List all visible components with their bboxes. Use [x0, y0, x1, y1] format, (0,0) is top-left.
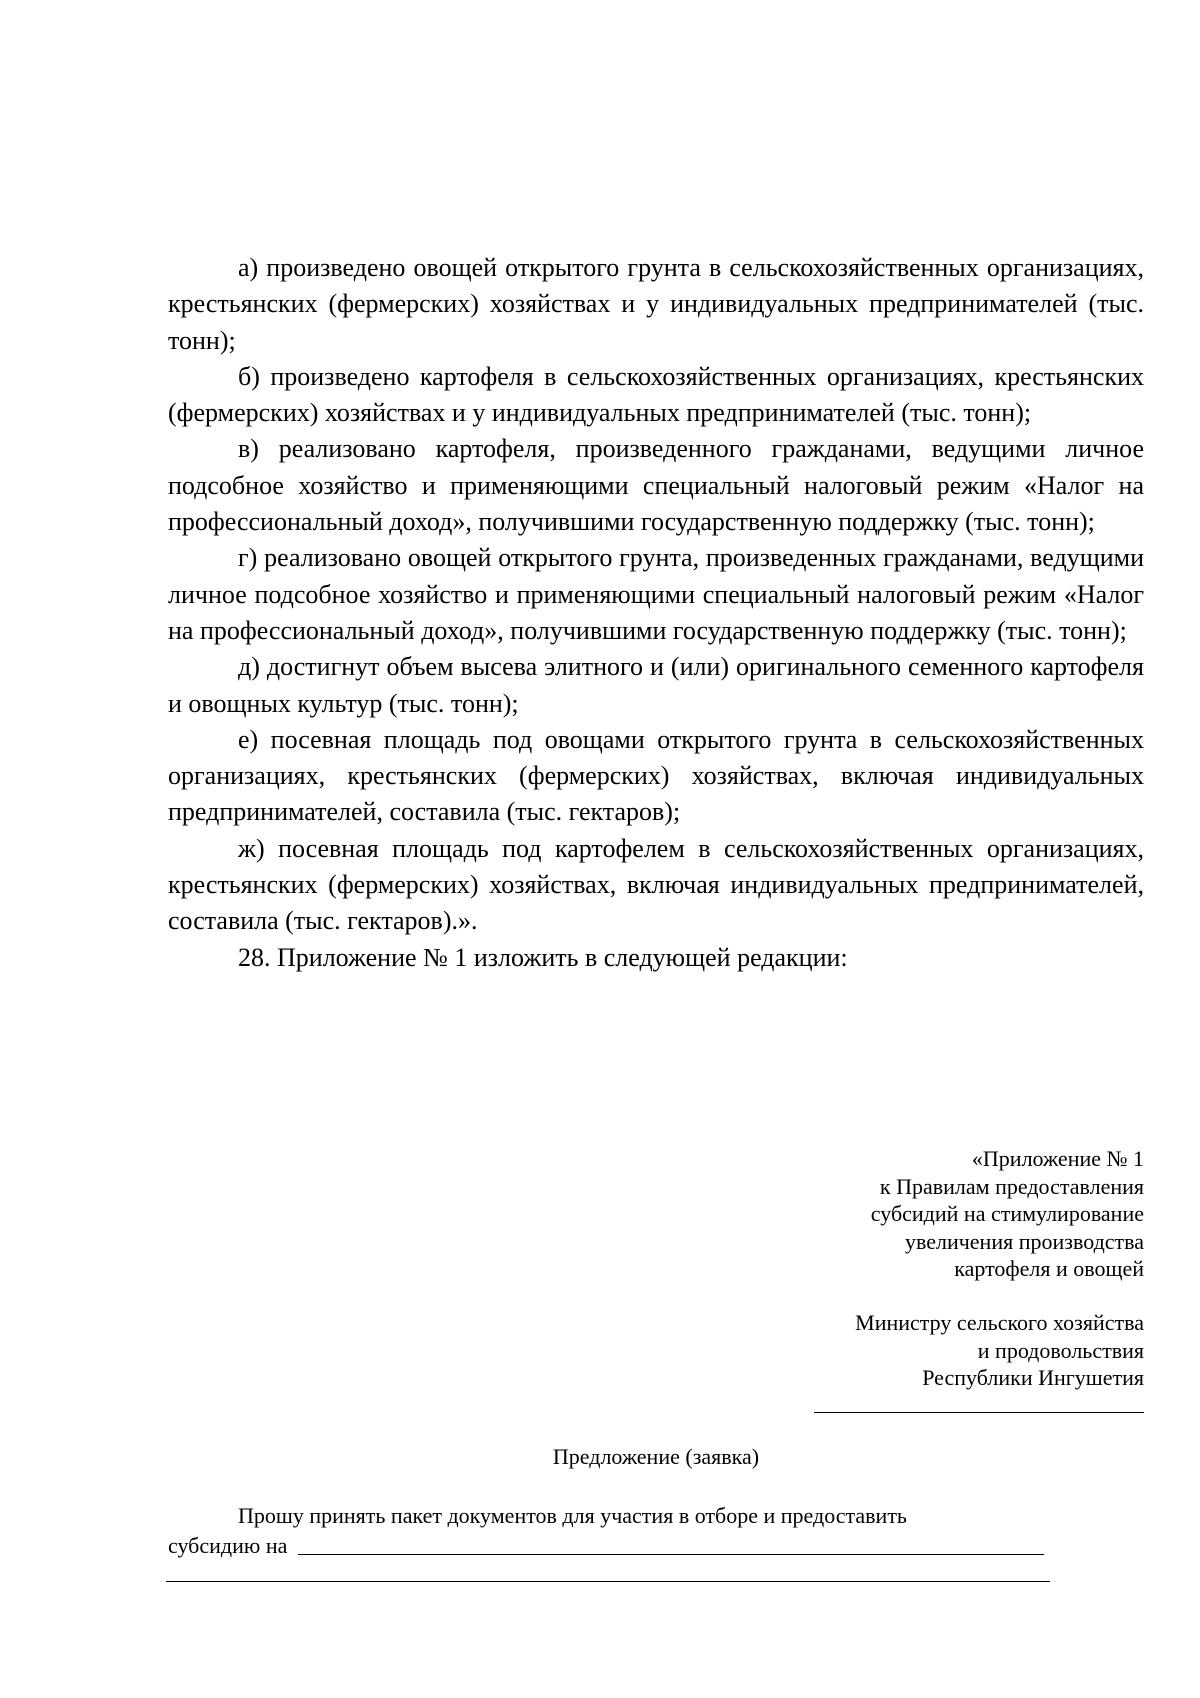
subsidy-purpose-blank-line-2	[166, 1581, 1050, 1582]
paragraph-e: е) посевная площадь под овощами открытого грунта в сельскохозяйственных организациях, крестьянских (фермерских) хозяйствах, включая индивидуальных предпринимателей, составила (тыс. гектаров);	[168, 724, 1144, 827]
request-text-line-1: Прошу принять пакет документов для участия в отборе и предоставить	[238, 1503, 907, 1528]
paragraph-zh: ж) посевная площадь под картофелем в сельскохозяйственных организациях, крестьянских (фермерских) хозяйствах, включая индивидуальных предпринимателей, составила (тыс. гектаров).».	[168, 833, 1144, 936]
request-text-line-2: субсидию на	[168, 1533, 288, 1558]
addressee-line: и продовольствия	[977, 1337, 1144, 1363]
addressee-line: Министру сельского хозяйства	[855, 1310, 1144, 1335]
appendix-heading	[624, 1145, 1144, 1283]
appendix-line: «Приложение № 1	[971, 1146, 1144, 1171]
proposal-title: Предложение (заявка)	[552, 1444, 760, 1469]
appendix-line: к Правилам предоставления	[879, 1173, 1144, 1199]
document-body	[168, 250, 1144, 976]
paragraph-d: д) достигнут объем высева элитного и (или) оригинального семенного картофеля и овощных культур (тыс. тонн);	[168, 652, 1144, 718]
paragraph-item-28: 28. Приложение № 1 изложить в следующей редакции:	[238, 942, 848, 972]
subsidy-purpose-blank-line	[298, 1554, 1044, 1555]
appendix-line: субсидий на стимулирование	[870, 1201, 1144, 1226]
addressee-block	[624, 1309, 1144, 1392]
applicant-name-line	[814, 1412, 1144, 1413]
appendix-line: увеличения производства	[904, 1228, 1144, 1254]
paragraph-g: г) реализовано овощей открытого грунта, произведенных гражданами, ведущими личное подсобное хозяйство и применяющими специальный налоговый режим «Налог на профессиональный доход», получившими государственную поддержку (тыс. тонн);	[168, 543, 1144, 645]
paragraph-v: в) реализовано картофеля, произведенного гражданами, ведущими личное подсобное хозяйство и применяющими специальный налоговый режим «Налог на профессиональный доход», получившими государственную поддержку (тыс. тонн);	[168, 434, 1144, 537]
paragraph-b: б) произведено картофеля в сельскохозяйственных организациях, крестьянских (фермерских) хозяйствах и у индивидуальных предпринимателей (тыс. тонн);	[168, 361, 1144, 428]
paragraph-a: а) произведено овощей открытого грунта в сельскохозяйственных организациях, крестьянских (фермерских) хозяйствах и у индивидуальных предпринимателей (тыс. тонн);	[168, 253, 1144, 355]
addressee-line: Республики Ингушетия	[922, 1365, 1144, 1390]
appendix-line: картофеля и овощей	[954, 1256, 1144, 1281]
